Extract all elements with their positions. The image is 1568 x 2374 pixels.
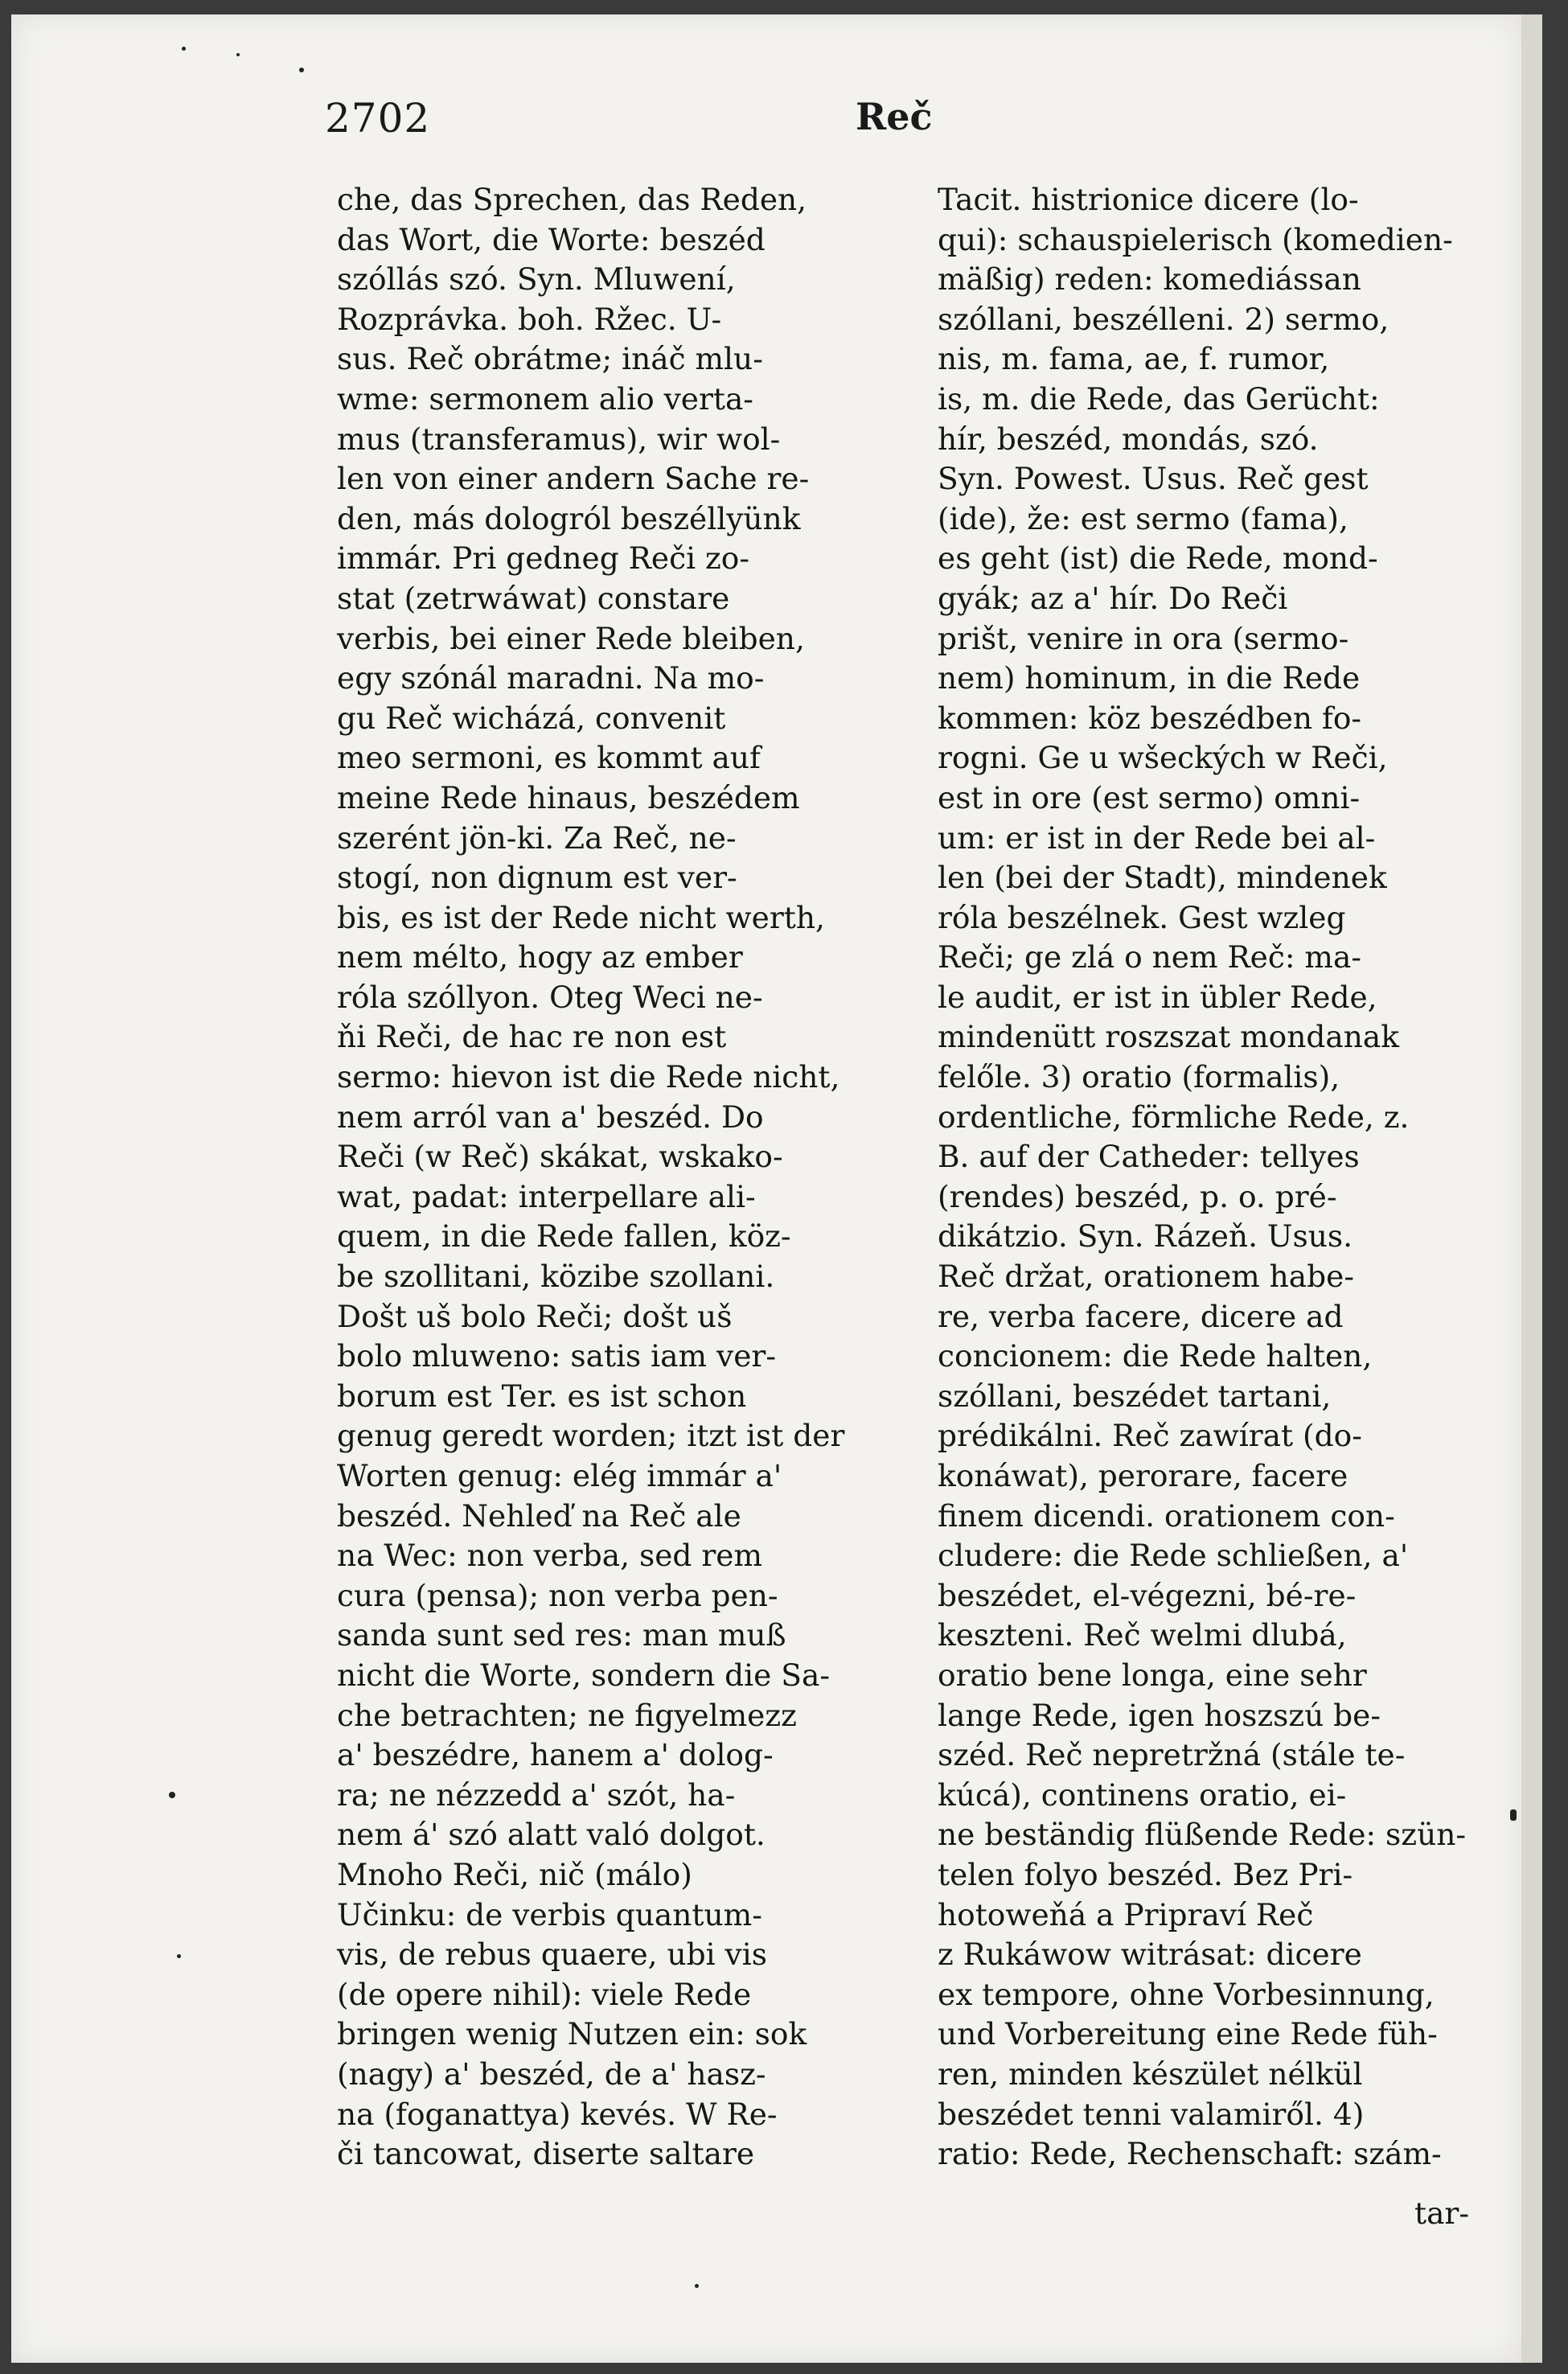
text-line: mäßig) reden: komediássan [938,261,1361,298]
text-line: szóllani, beszélleni. 2) sermo, [938,301,1389,337]
text-line: szerént jön-ki. Za Reč, ne- [337,819,737,856]
text-line: ratio: Rede, Rechenschaft: szám- [938,2136,1442,2172]
text-line: Učinku: de verbis quantum- [337,1896,762,1932]
text-line: quem, in die Rede fallen, köz- [337,1218,791,1255]
text-line: re, verba facere, dicere ad [938,1298,1344,1334]
right-column [938,180,1472,2175]
text-line: (ide), že: est sermo (fama), [938,500,1348,536]
text-line: lange Rede, igen hoszszú be- [938,1697,1381,1733]
text-line: sus. Reč obrátme; ináč mlu- [337,341,763,377]
page-header [11,95,1521,151]
text-line: immár. Pri gedneg Reči zo- [337,540,750,577]
text-line: nem á' szó alatt való dolgot. [337,1817,766,1853]
text-line: beszédet tenni valamiről. 4) [938,2096,1365,2132]
text-line: či tancowat, diserte saltare [337,2136,755,2172]
text-line: mindenütt roszszat mondanak [938,1019,1399,1055]
text-line: che betrachten; ne figyelmezz [337,1697,797,1733]
text-line: gyák; az a' hír. Do Reči [938,580,1288,616]
text-line: concionem: die Rede halten, [938,1338,1373,1374]
text-line: dikátzio. Syn. Rázeň. Usus. [938,1218,1353,1255]
text-line: sermo: hievon ist die Rede nicht, [337,1059,840,1095]
text-line: es geht (ist) die Rede, mond- [938,540,1378,577]
text-line: Došt uš bolo Reči; došt uš [337,1298,733,1334]
left-column [337,180,868,2175]
text-line: Mnoho Reči, nič (málo) [337,1856,692,1892]
text-line: Reči (w Reč) skákat, wskako- [337,1139,783,1175]
text-line: stogí, non dignum est ver- [337,860,737,896]
catchword: tar- [1414,2195,1470,2231]
text-line: wat, padat: interpellare ali- [337,1178,756,1214]
text-line: kúcá), continens oratio, ei- [938,1776,1347,1813]
text-line: kommen: köz beszédben fo- [938,700,1362,736]
text-line: Worten genug: elég immár a' [337,1458,782,1493]
text-line: egy szónál maradni. Na mo- [337,660,765,696]
text-line: le audit, er ist in übler Rede, [938,979,1377,1015]
text-line: beszéd. Nehleď na Reč ale [337,1497,741,1534]
book-page [11,14,1521,2363]
text-line: nem mélto, hogy az ember [337,939,743,975]
text-line: das Wort, die Worte: beszéd [337,221,766,257]
text-line: est in ore (est sermo) omni- [938,779,1361,815]
text-line: um: er ist in der Rede bei al- [938,819,1376,856]
text-line: Tacit. histrionice dicere (lo- [938,182,1359,217]
text-line: gu Reč wicházá, convenit [337,700,726,736]
text-line: den, más dologról beszéllyünk [337,500,801,536]
text-line: nicht die Worte, sondern die Sa- [337,1657,831,1693]
text-line: hotoweňá a Pripraví Reč [938,1896,1314,1932]
text-line: ra; ne nézzedd a' szót, ha- [337,1776,736,1813]
text-line: rogni. Ge u wšeckých w Reči, [938,740,1388,776]
page-number: 2702 [325,95,431,142]
text-line: len von einer andern Sache re- [337,461,810,497]
text-line: Reč držat, orationem habe- [938,1259,1355,1295]
text-line: széd. Reč nepretržná (stále te- [938,1737,1406,1773]
text-line: cura (pensa); non verba pen- [337,1577,778,1613]
text-line: finem dicendi. orationem con- [938,1497,1395,1534]
text-line: (rendes) beszéd, p. o. pré- [938,1178,1337,1214]
text-line: hír, beszéd, mondás, szó. [938,421,1319,457]
text-line: na (foganattya) kevés. W Re- [337,2096,778,2132]
text-line: nis, m. fama, ae, f. rumor, [938,341,1330,377]
text-line: (de opere nihil): viele Rede [337,1976,752,2012]
text-line: qui): schauspielerisch (komedien- [938,221,1453,257]
text-line: ňi Reči, de hac re non est [337,1019,727,1055]
text-line: mus (transferamus), wir wol- [337,421,781,457]
text-line: wme: sermonem alio verta- [337,380,753,417]
text-line: telen folyo beszéd. Bez Pri- [938,1856,1353,1892]
text-line: meo sermoni, es kommt auf [337,740,761,776]
text-line: verbis, bei einer Rede bleiben, [337,620,805,656]
text-line: che, das Sprechen, das Reden, [337,182,807,217]
text-line: bolo mluweno: satis iam ver- [337,1338,776,1374]
text-line: Reči; ge zlá o nem Reč: ma- [938,939,1362,975]
text-line: nem) hominum, in die Rede [938,660,1361,696]
text-line: genug geredt worden; itzt ist der [337,1418,845,1454]
text-line: ren, minden készület nélkül [938,2056,1363,2092]
text-line: (nagy) a' beszéd, de a' hasz- [337,2056,766,2092]
text-line: len (bei der Stadt), mindenek [938,860,1387,896]
text-line: cludere: die Rede schließen, a' [938,1538,1409,1574]
text-line: und Vorbereitung eine Rede füh- [938,2016,1438,2052]
text-line: keszteni. Reč welmi dlubá, [938,1617,1347,1653]
text-line: Rozprávka. boh. Ržec. U- [337,301,722,337]
text-line: B. auf der Catheder: tellyes [938,1139,1360,1175]
text-line: konáwat), perorare, facere [938,1458,1348,1493]
text-line: sanda sunt sed res: man muß [337,1617,786,1653]
text-line: beszédet, el-végezni, bé-re- [938,1577,1357,1613]
text-line: ne beständig flüßende Rede: szün- [938,1817,1467,1853]
text-line: meine Rede hinaus, beszédem [337,779,800,815]
text-line: felőle. 3) oratio (formalis), [938,1059,1340,1095]
page-edge [1521,14,1542,2363]
text-line: szóllás szó. Syn. Mluwení, [337,261,736,298]
text-line: róla beszélnek. Gest wzleg [938,899,1346,935]
text-line: vis, de rebus quaere, ubi vis [337,1937,767,1973]
text-line: is, m. die Rede, das Gerücht: [938,380,1380,417]
running-head: Reč [856,95,933,138]
text-line: oratio bene longa, eine sehr [938,1657,1367,1693]
text-line: prédikálni. Reč zawírat (do- [938,1418,1362,1454]
text-line: ex tempore, ohne Vorbesinnung, [938,1976,1435,2012]
text-line: a' beszédre, hanem a' dolog- [337,1737,774,1773]
text-line: be szollitani, közibe szollani. [337,1259,775,1295]
text-line: Syn. Powest. Usus. Reč gest [938,461,1369,497]
text-line: prišt, venire in ora (sermo- [938,620,1349,656]
text-line: bringen wenig Nutzen ein: sok [337,2016,807,2052]
text-line: róla szóllyon. Oteg Weci ne- [337,979,763,1015]
text-line: z Rukáwow witrásat: dicere [938,1937,1362,1973]
text-line: na Wec: non verba, sed rem [337,1538,763,1574]
text-line: stat (zetrwáwat) constare [337,580,730,616]
text-line: ordentliche, förmliche Rede, z. [938,1099,1410,1135]
text-line: szóllani, beszédet tartani, [938,1378,1332,1414]
text-line: bis, es ist der Rede nicht werth, [337,899,825,935]
text-line: nem arról van a' beszéd. Do [337,1099,764,1135]
text-line: borum est Ter. es ist schon [337,1378,747,1414]
